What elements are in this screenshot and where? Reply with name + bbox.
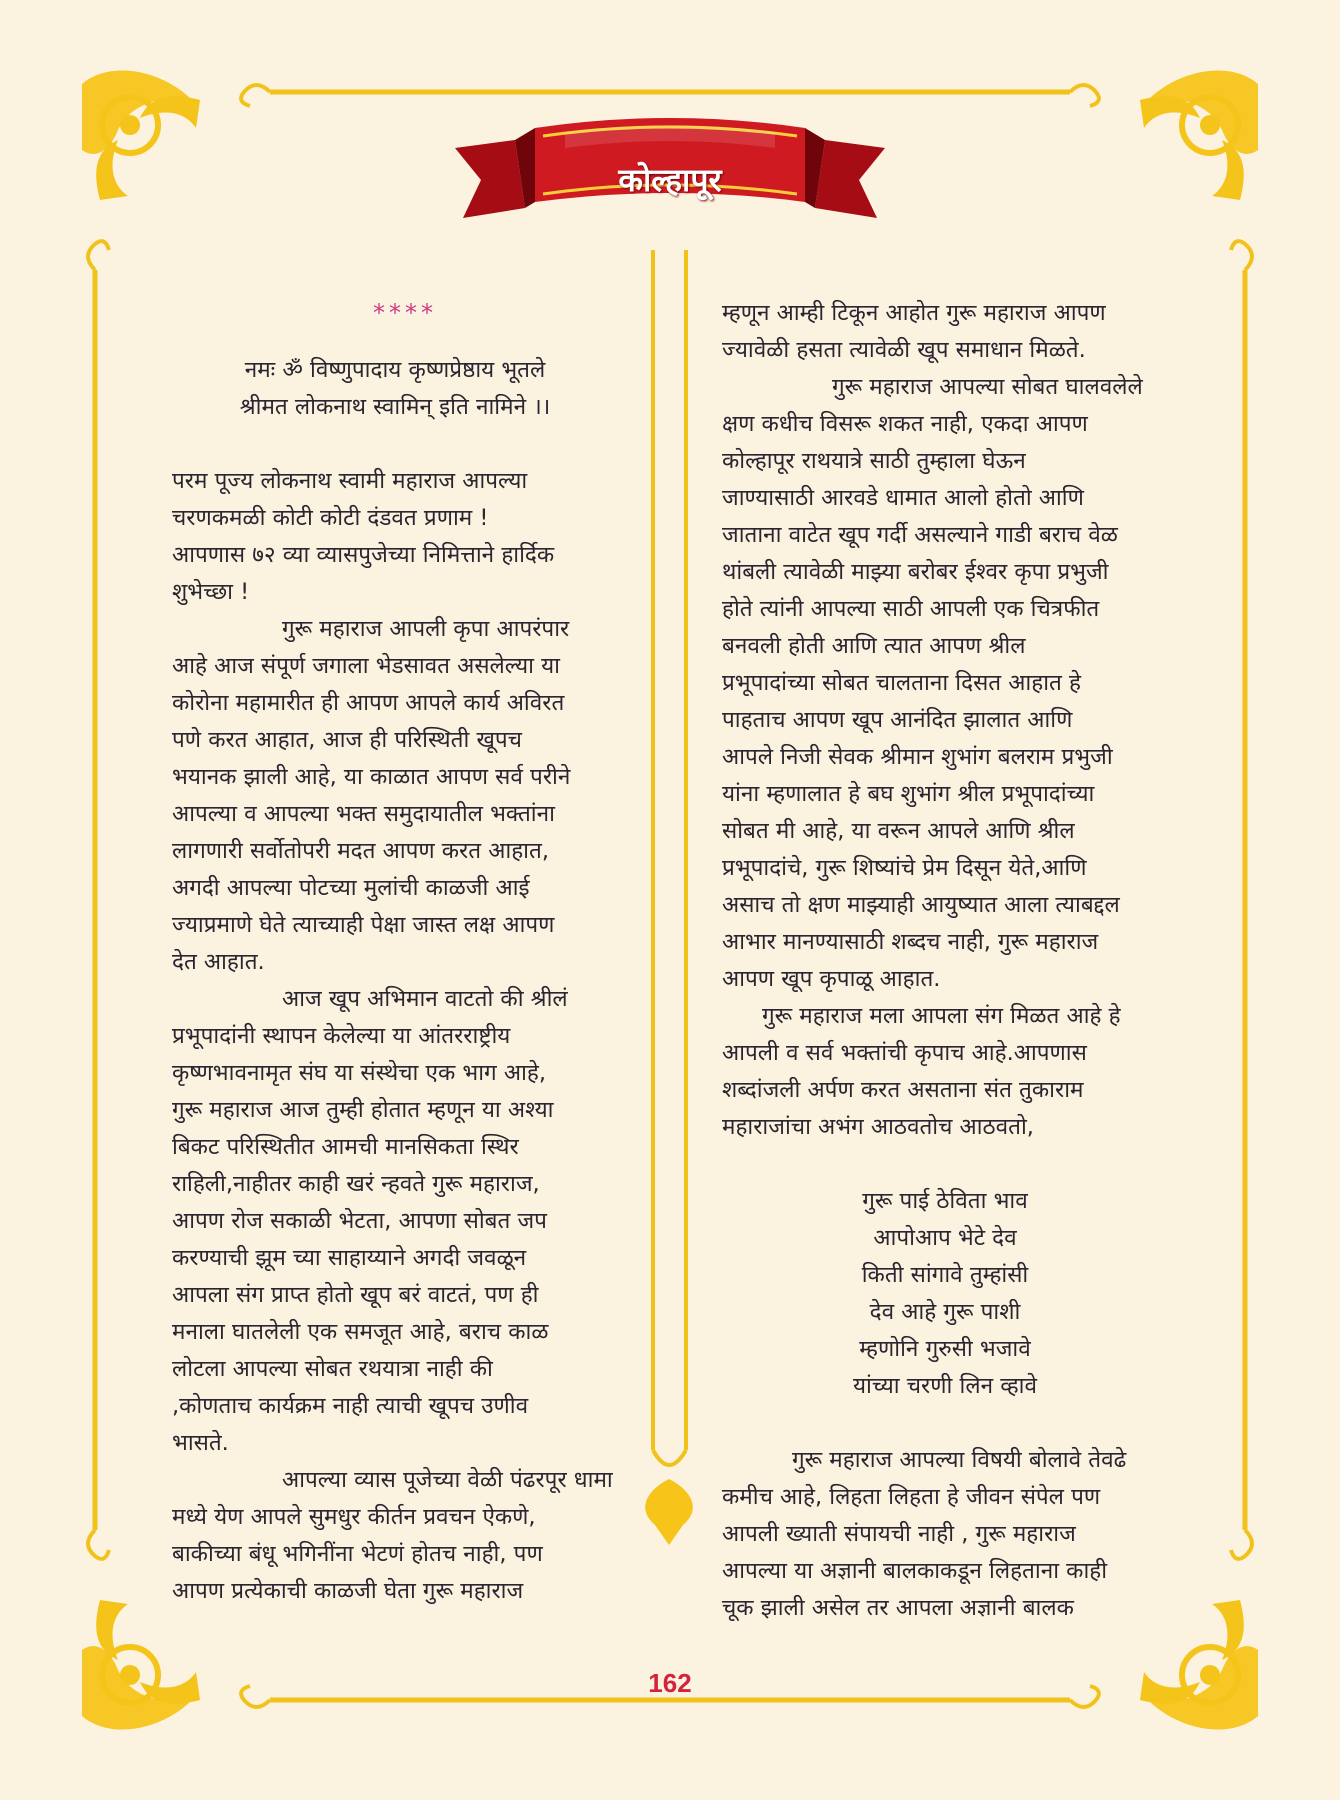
text-line: होते त्यांनी आपल्या साठी आपली एक चित्रफीत [722, 596, 1100, 622]
corner-ornament-icon [82, 70, 200, 200]
text-line: जाण्यासाठी आरवडे धामात आलो होतो आणि [722, 485, 1084, 511]
text-line: ,कोणताच कार्यक्रम नाही त्याची खूपच उणीव [172, 1393, 529, 1419]
paragraph [722, 295, 1168, 369]
left-column [172, 295, 618, 1610]
text-line: गुरू महाराज आपली कृपा आपरंपार [282, 616, 570, 642]
text-line: क्षण कधीच विसरू शकत नाही, एकदा आपण [722, 411, 1088, 437]
section-separator-stars: **** [373, 299, 437, 327]
paragraph [722, 1442, 1168, 1627]
poem-line: देव आहे गुरू पाशी [869, 1299, 1021, 1325]
page-number: 162 [648, 1668, 692, 1698]
text-line: गुरू महाराज मला आपला संग मिळत आहे हे [762, 1003, 1121, 1029]
text-line: बनवली होती आणि त्यात आपण श्रील [722, 633, 1026, 659]
text-line: कोरोना महामारीत ही आपण आपले कार्य अविरत [172, 690, 565, 716]
text-line: भयानक झाली आहे, या काळात आपण सर्व परीने [172, 764, 571, 790]
text-line: राहिली,नाहीतर काही खरं न्हवते गुरू महाराज, [172, 1171, 540, 1197]
text-line: ज्यावेळी हसता त्यावेळी खूप समाधान मिळते. [722, 337, 1086, 363]
text-line: गुरू महाराज आपल्या विषयी बोलावे तेवढे [792, 1447, 1127, 1473]
text-line: जाताना वाटेत खूप गर्दी असल्याने गाडी बराच वेळ [722, 522, 1118, 548]
text-line: लागणारी सर्वोतोपरी मदत आपण करत आहात, [172, 838, 549, 864]
paragraph [172, 611, 618, 981]
text-line: गुरू महाराज आज तुम्ही होतात म्हणून या अश्या [172, 1097, 554, 1123]
text-line: आपण खूप कृपाळू आहात. [722, 966, 941, 992]
paragraph [172, 981, 618, 1462]
text-line: लोटला आपल्या सोबत रथयात्रा नाही की [172, 1356, 493, 1382]
text-line: थांबली त्यावेळी माझ्या बरोबर ईश्वर कृपा प्रभुजी [722, 559, 1109, 585]
paragraph [172, 463, 618, 611]
text-line: आहे आज संपूर्ण जगाला भेडसावत असलेल्या या [172, 653, 560, 679]
invocation-line: श्रीमत लोकनाथ स्वामिन् इति नामिने ।। [239, 394, 551, 420]
text-line: बिकट परिस्थितीत आमची मानसिकता स्थिर [172, 1134, 519, 1160]
text-line: अगदी आपल्या पोटच्या मुलांची काळजी आई [172, 875, 530, 901]
text-line: आपला संग प्राप्त होतो खूप बरं वाटतं, पण ही [172, 1282, 539, 1308]
text-line: देत आहात. [172, 949, 265, 975]
text-line: आपले निजी सेवक श्रीमान शुभांग बलराम प्रभुजी [722, 744, 1113, 770]
poem-line: गुरू पाई ठेविता भाव [862, 1188, 1028, 1214]
text-line: परम पूज्य लोकनाथ स्वामी महाराज आपल्या [172, 468, 528, 494]
text-line: बाकीच्या बंधू भगिनींना भेटणं होतच नाही, पण [172, 1541, 543, 1567]
text-line: मनाला घातलेली एक समजूत आहे, बराच काळ [172, 1319, 549, 1345]
text-line: आपणास ७२ व्या व्यासपुजेच्या निमित्ताने हार्दिक [172, 542, 555, 568]
text-line: चूक झाली असेल तर आपला अज्ञानी बालक [722, 1595, 1074, 1621]
text-line: यांना म्हणालात हे बघ शुभांग श्रील प्रभूपादांच्या [722, 781, 1095, 807]
text-line: आपली ख्याती संपायची नाही , गुरू महाराज [722, 1521, 1076, 1547]
text-line: आपण प्रत्येकाची काळजी घेता गुरू महाराज [172, 1578, 524, 1604]
text-line: करण्याची झूम च्या साहाय्याने अगदी जवळून [172, 1245, 527, 1271]
paragraph [722, 998, 1168, 1146]
poem-line: किती सांगावे तुम्हांसी [861, 1262, 1029, 1288]
text-line: म्हणून आम्ही टिकून आहोत गुरू महाराज आपण [722, 300, 1106, 326]
text-line: चरणकमळी कोटी कोटी दंडवत प्रणाम ! [172, 505, 489, 531]
text-line: आपली व सर्व भक्तांची कृपाच आहे.आपणास [722, 1040, 1087, 1066]
page-title: कोल्हापूर [618, 161, 722, 199]
text-line: आपण रोज सकाळी भेटता, आपणा सोबत जप [172, 1208, 547, 1234]
poem-line: यांच्या चरणी लिन व्हावे [852, 1373, 1038, 1399]
text-line: ज्याप्रमाणे घेते त्याच्याही पेक्षा जास्त लक्ष आपण [172, 912, 555, 938]
text-line: कमीच आहे, लिहता लिहता हे जीवन संपेल पण [722, 1484, 1101, 1510]
text-line: मध्ये येण आपले सुमधुर कीर्तन प्रवचन ऐकणे, [172, 1504, 536, 1530]
text-line: पणे करत आहात, आज ही परिस्थिती खूपच [172, 727, 522, 753]
text-line: असाच तो क्षण माझ्याही आयुष्यात आला त्याबद्दल [722, 892, 1120, 918]
text-line: प्रभूपादांच्या सोबत चालताना दिसत आहात हे [722, 670, 1081, 696]
column-divider [645, 250, 693, 1545]
poem-line: आपोआप भेटे देव [873, 1225, 1017, 1251]
text-line: शुभेच्छा ! [172, 579, 250, 605]
text-line: महाराजांचा अभंग आठवतोच आठवतो, [722, 1114, 1034, 1140]
text-line: आभार मानण्यासाठी शब्दच नाही, गुरू महाराज [722, 929, 1099, 955]
text-line: कोल्हापूर राथयात्रे साठी तुम्हाला घेऊन [722, 448, 1026, 474]
paragraph [722, 369, 1168, 998]
text-line: पाहताच आपण खूप आनंदित झालात आणि [722, 707, 1073, 733]
text-line: भासते. [172, 1430, 229, 1456]
poem-line: म्हणोनि गुरुसी भजावे [859, 1336, 1031, 1362]
right-column [722, 295, 1168, 1627]
text-line: कृष्णभावनामृत संघ या संस्थेचा एक भाग आहे, [172, 1060, 546, 1086]
text-line: आपल्या व्यास पूजेच्या वेळी पंढरपूर धामा [282, 1467, 613, 1493]
poem [722, 1183, 1168, 1405]
paragraph [172, 1462, 618, 1610]
text-line: आपल्या व आपल्या भक्त समुदायातील भक्तांना [172, 801, 555, 827]
text-line: आपल्या या अज्ञानी बालकाकडून लिहताना काही [722, 1558, 1108, 1584]
text-line: सोबत मी आहे, या वरून आपले आणि श्रील [722, 818, 1075, 844]
text-line: गुरू महाराज आपल्या सोबत घालवलेले [832, 374, 1143, 400]
text-line: प्रभूपादांनी स्थापन केलेल्या या आंतरराष्ट्रीय [172, 1023, 511, 1049]
text-line: आज खूप अभिमान वाटतो की श्रीलं [282, 986, 568, 1012]
text-line: शब्दांजली अर्पण करत असताना संत तुकाराम [722, 1077, 1084, 1103]
text-line: प्रभूपादांचे, गुरू शिष्यांचे प्रेम दिसून येते,आणि [722, 855, 1087, 881]
invocation-line: नमः ॐ विष्णुपादाय कृष्णप्रेष्ठाय भूतले [244, 357, 546, 383]
